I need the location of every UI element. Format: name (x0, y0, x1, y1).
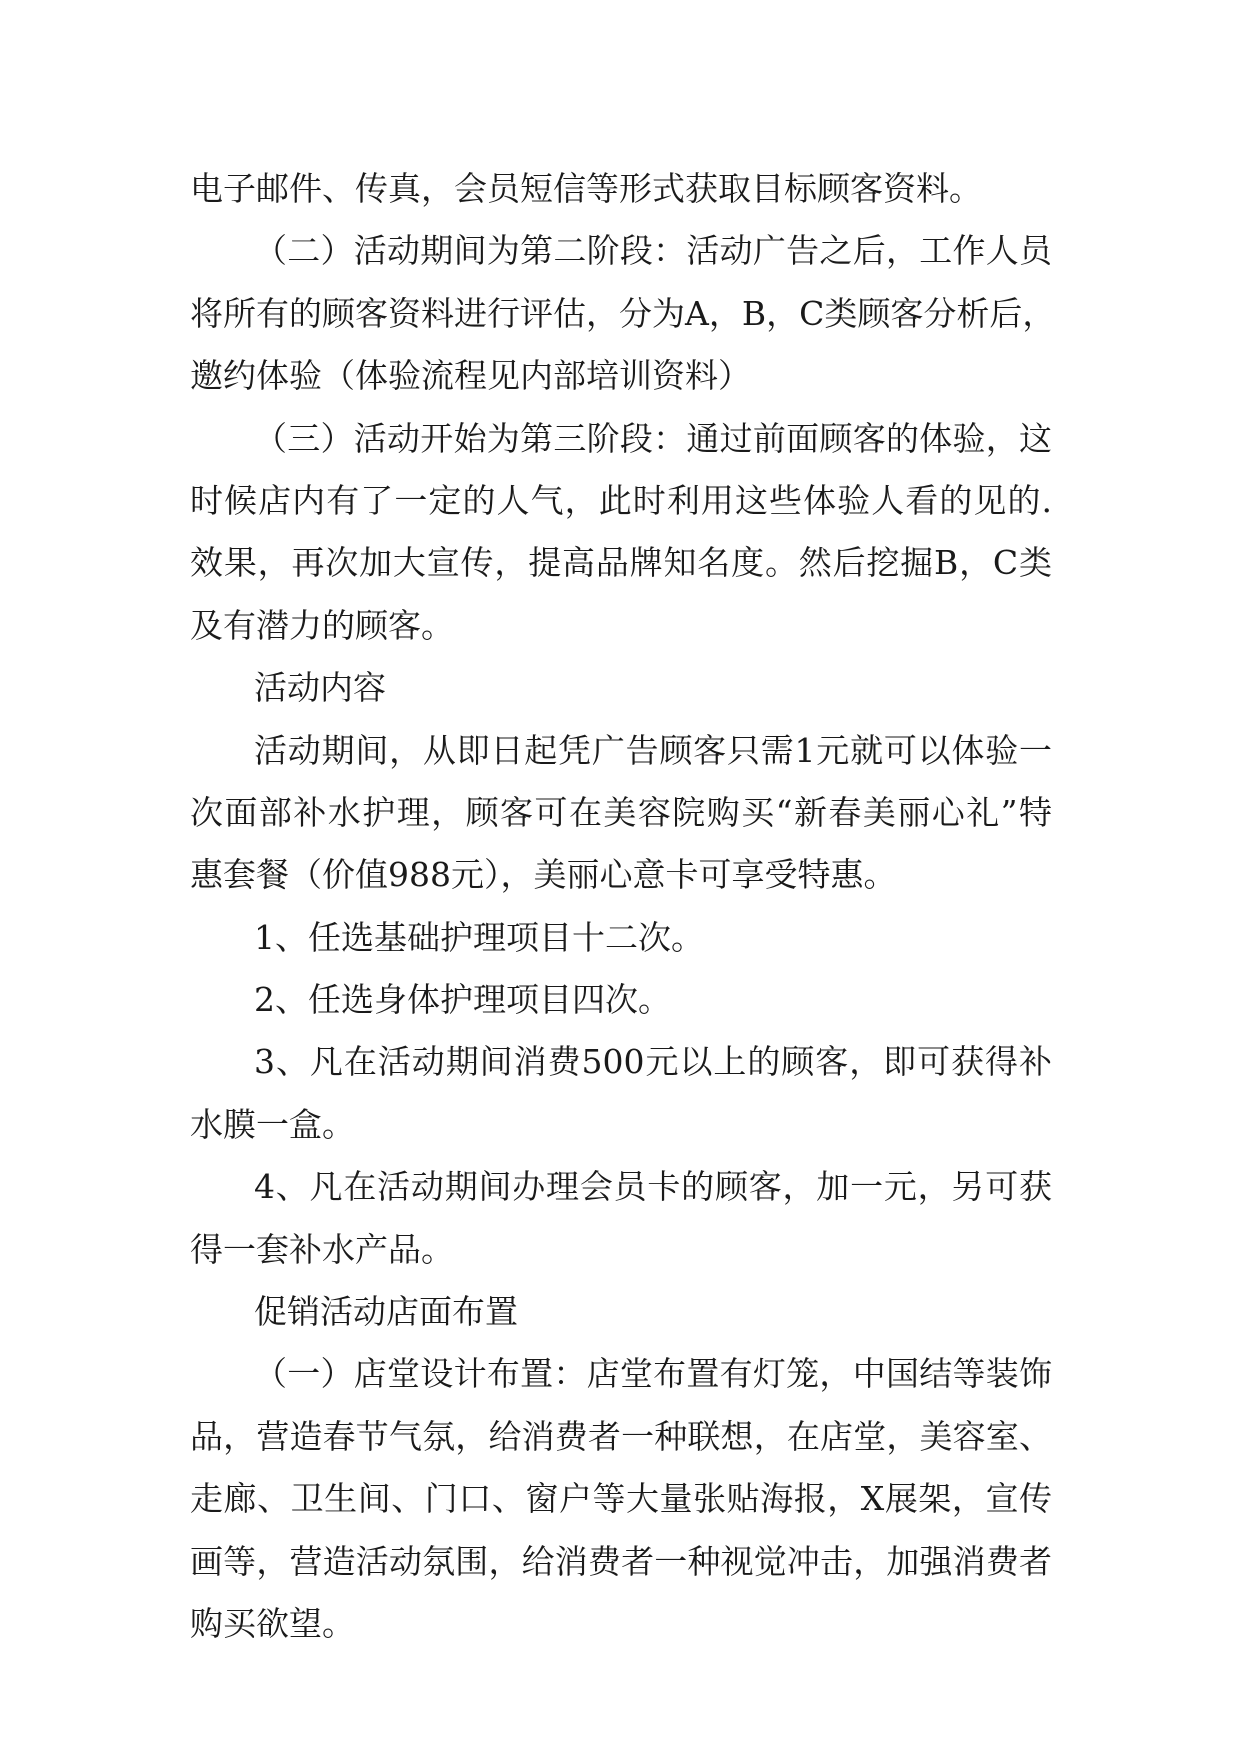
text-line: 走廊、卫生间、门口、窗户等大量张贴海报，X展架，宣传 (190, 1479, 1052, 1519)
text-line: 水膜一盒。 (190, 1104, 355, 1144)
text-line: 购买欲望。 (190, 1603, 355, 1643)
text-line: 品，营造春节气氛，给消费者一种联想，在店堂，美容室、 (190, 1416, 1052, 1456)
list-item: 1、任选基础护理项目十二次。 (254, 917, 704, 957)
text-line: 时候店内有了一定的人气，此时利用这些体验人看的见的. (190, 480, 1052, 520)
list-item: 4、凡在活动期间办理会员卡的顾客，加一元，另可获 (254, 1167, 1052, 1207)
text-line: 画等，营造活动氛围，给消费者一种视觉冲击，加强消费者 (190, 1541, 1052, 1581)
list-item: 2、任选身体护理项目四次。 (254, 980, 671, 1020)
text-line: 电子邮件、传真，会员短信等形式获取目标顾客资料。 (190, 169, 982, 208)
text-line: 效果，再次加大宣传，提高品牌知名度。然后挖掘B，C类 (190, 543, 1052, 583)
body-text (190, 158, 1056, 1655)
text-line: （三）活动开始为第三阶段：通过前面顾客的体验，这 (254, 418, 1052, 458)
list-item: 3、凡在活动期间消费500元以上的顾客，即可获得补 (254, 1042, 1052, 1082)
text-line: 次面部补水护理，顾客可在美容院购买“新春美丽心礼”特 (190, 792, 1052, 832)
section-heading: 活动内容 (254, 668, 386, 708)
text-line: （二）活动期间为第二阶段：活动广告之后，工作人员 (254, 231, 1052, 271)
text-line: 邀约体验（体验流程见内部培训资料） (190, 356, 751, 396)
text-line: 惠套餐（价值988元），美丽心意卡可享受特惠。 (190, 855, 897, 895)
text-line: 活动期间，从即日起凭广告顾客只需1元就可以体验一 (254, 730, 1052, 770)
text-line: 将所有的顾客资料进行评估，分为A，B，C类顾客分析后， (190, 293, 1056, 333)
text-line: 得一套补水产品。 (190, 1229, 454, 1269)
section-heading: 促销活动店面布置 (254, 1292, 518, 1332)
text-line: 及有潜力的顾客。 (190, 605, 454, 645)
text-line: （一）店堂设计布置：店堂布置有灯笼，中国结等装饰 (254, 1354, 1052, 1394)
